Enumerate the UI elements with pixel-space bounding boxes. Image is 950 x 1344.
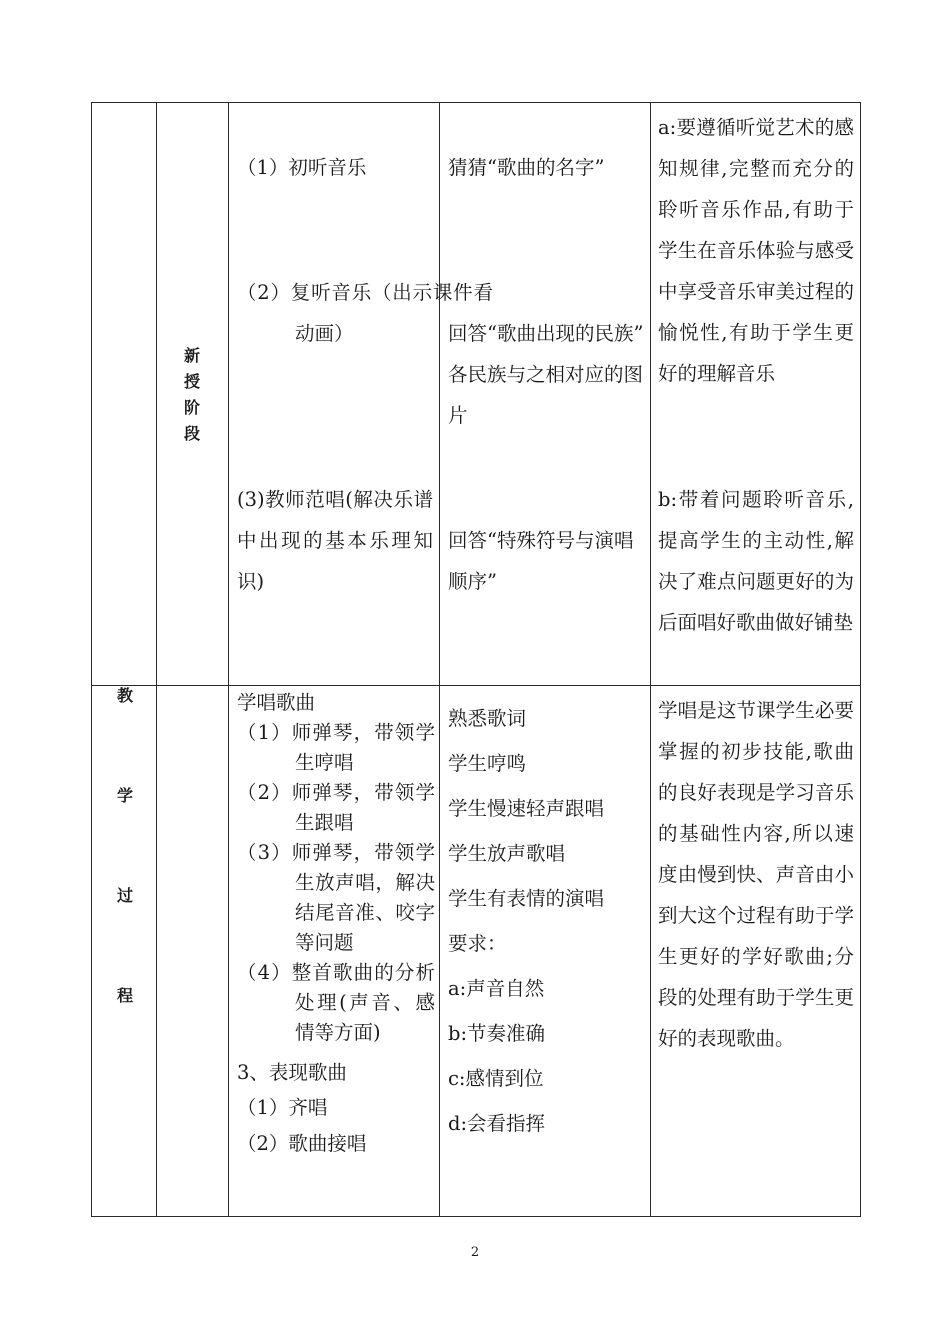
row1-student-activity (448, 147, 644, 188)
learn-step-4: （4）整首歌曲的分析处理(声音、感情等方面) (237, 961, 435, 1044)
column-divider-2 (228, 102, 229, 1217)
learn-step-2: （2）师弹琴，带领学生跟唱 (237, 781, 435, 834)
column-divider-3 (439, 102, 440, 1217)
row2-student-activity (448, 696, 644, 1146)
row2-teacher-activity (237, 688, 435, 1162)
student-item: a:声音自然 (448, 977, 545, 1000)
learn-step-3: （3）师弹琴，带领学生放声唱，解决结尾音准、咬字等问题 (237, 841, 435, 954)
column-divider-4 (650, 102, 651, 1217)
perform-song-heading: 3、表现歌曲 (237, 1061, 347, 1084)
student-item: 学生有表情的演唱 (448, 887, 605, 910)
column-divider-1 (156, 102, 157, 1217)
stage-label-new-lesson: 新 授 阶 段 (183, 346, 200, 443)
student-answer-nation: 回答“歌曲出现的民族” (448, 322, 644, 345)
student-item: b:节奏准确 (448, 1022, 546, 1045)
student-item: d:会看指挥 (448, 1112, 546, 1135)
row2-design-intent: 学唱是这节课学生必要掌握的初步技能,歌曲的良好表现是学习音乐的基础性内容,所以速度由慢到快、声音由小到大这个过程有助于学生更好的学好歌曲;分段的处理有助于学生更好的表现歌曲。 (658, 699, 854, 1050)
learn-step-1: （1）师弹琴，带领学生哼唱 (237, 721, 435, 774)
table-bottom-border (91, 1216, 861, 1217)
student-guess-song: 猜猜“歌曲的名字” (448, 156, 605, 179)
student-item: 要求： (448, 932, 507, 955)
row-divider (91, 685, 861, 686)
perform-step-1: （1）齐唱 (237, 1096, 328, 1119)
student-nation-images: 各民族与之相对应的图片 (448, 363, 644, 427)
table-right-border (860, 102, 861, 1217)
section-label-teaching-process: 教 学 过 程 (116, 686, 133, 1005)
student-answer-symbols: 回答“特殊符号与演唱顺序” (448, 529, 634, 593)
page-number: 2 (470, 1245, 480, 1260)
student-item: 学生哼鸣 (448, 752, 527, 775)
perform-step-2: （2）歌曲接唱 (237, 1132, 367, 1155)
student-item: 学生放声歌唱 (448, 842, 566, 865)
row1-teacher-activity-2 (237, 272, 493, 354)
learn-song-heading: 学唱歌曲 (237, 691, 316, 714)
row1-student-activity-2 (448, 313, 644, 436)
table-left-border (91, 102, 92, 1217)
student-item: 学生慢速轻声跟唱 (448, 797, 605, 820)
row1-design-intent-b: b:带着问题聆听音乐,提高学生的主动性,解决了难点问题更好的为后面唱好歌曲做好铺垫 (658, 488, 854, 634)
row1-design-intent-a: a:要遵循听觉艺术的感知规律,完整而充分的聆听音乐作品,有助于学生在音乐体验与感受中享受音乐审美过程的愉悦性,有助于学生更好的理解音乐 (658, 116, 854, 385)
teacher-step-1: （1）初听音乐 (237, 156, 367, 179)
teacher-step-2: （2）复听音乐（出示课件看动画） (237, 281, 493, 345)
row1-teacher-activity (237, 147, 437, 188)
table-top-border (91, 102, 861, 103)
row1-teacher-activity-3 (237, 479, 433, 602)
student-item: 熟悉歌词 (448, 707, 527, 730)
teacher-step-3: (3)教师范唱(解决乐谱中出现的基本乐理知识) (237, 488, 433, 593)
student-item: c:感情到位 (448, 1067, 544, 1090)
row1-student-activity-3 (448, 520, 644, 602)
